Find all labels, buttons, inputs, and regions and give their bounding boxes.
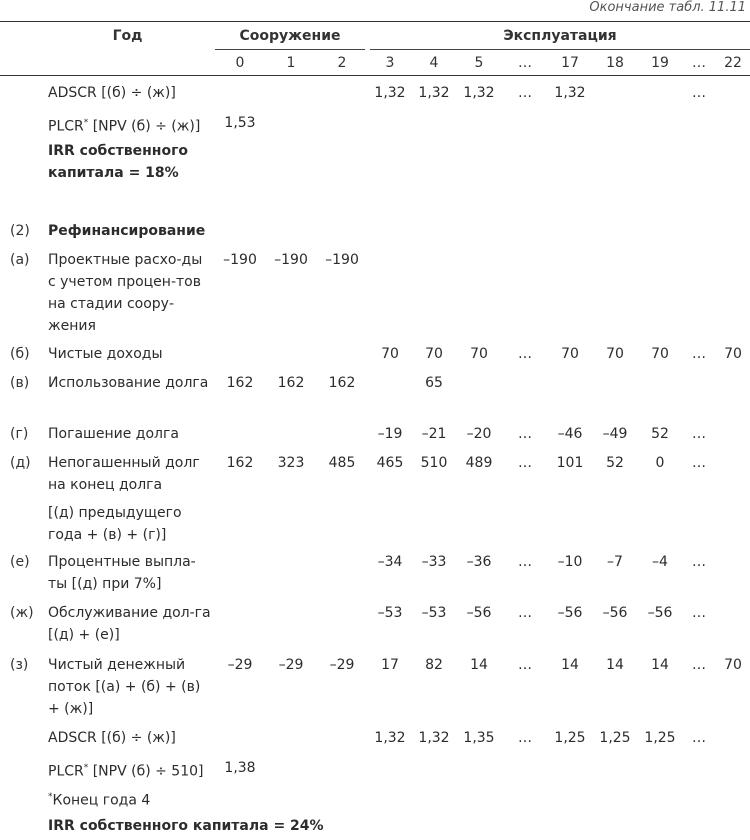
row-label: [48, 602, 213, 646]
row-label: [48, 423, 213, 445]
column-number: …: [518, 55, 532, 71]
table-cell: 52: [651, 426, 669, 442]
table-cell: …: [692, 657, 706, 673]
table-cell: –53: [421, 605, 447, 621]
row-label-text: ADSCR [(б) ÷ (ж)]: [48, 730, 176, 746]
table-cell: –34: [377, 554, 403, 570]
row-mark: (а): [10, 252, 30, 268]
table-cell: –56: [647, 605, 673, 621]
row-label-text: Процентные выпла-ты [(д) при 7%]: [48, 554, 196, 592]
header-construction: Сооружение: [239, 28, 341, 44]
table-cell: 70: [561, 346, 579, 362]
footnote-mark: *: [83, 118, 89, 128]
table-cell: …: [518, 426, 532, 442]
table-cell: –29: [227, 657, 253, 673]
table-cell: –29: [329, 657, 355, 673]
row-label: [48, 786, 213, 812]
table-cell: …: [692, 730, 706, 746]
row-label: [48, 654, 213, 720]
table-cell: 14: [470, 657, 488, 673]
table-cell: 1,32: [374, 85, 406, 101]
column-number: 3: [385, 55, 395, 71]
table-cell: 70: [724, 657, 742, 673]
table-cell: …: [692, 85, 706, 101]
row-label-text: Конец года 4: [52, 792, 151, 809]
table-cell: 1,25: [644, 730, 676, 746]
row-label: [48, 220, 348, 242]
table-cell: …: [518, 605, 532, 621]
table-cell: …: [692, 346, 706, 362]
column-number: 4: [429, 55, 439, 71]
table-cell: …: [518, 85, 532, 101]
table-cell: –190: [274, 252, 308, 268]
table-cell: 162: [328, 375, 356, 391]
table-cell: 1,25: [599, 730, 631, 746]
column-number: 18: [606, 55, 624, 71]
footnote-mark: *: [83, 763, 89, 773]
row-label-text: IRR собственного капитала = 18%: [48, 143, 188, 181]
row-label-text: Чистый денежный поток [(а) + (б) + (в) + (ж)]: [48, 657, 201, 717]
table-cell: –190: [325, 252, 359, 268]
row-label: [48, 249, 213, 337]
table-cell: –46: [557, 426, 583, 442]
row-label-text: Проектные расхо-ды с учетом процен-тов на стадии соору-жения: [48, 252, 203, 334]
column-number: 0: [235, 55, 245, 71]
table-cell: 1,25: [554, 730, 586, 746]
row-label: [48, 815, 348, 837]
table-cell: –53: [377, 605, 403, 621]
row-label-text: IRR собственного капитала = 24%: [48, 818, 324, 834]
column-number: 22: [724, 55, 742, 71]
table-cell: 14: [651, 657, 669, 673]
table-cell: 1,32: [554, 85, 586, 101]
table-cell: 101: [556, 455, 584, 471]
row-mark: (2): [10, 223, 30, 239]
table-cell: 70: [606, 346, 624, 362]
operation-subrule: [370, 49, 750, 50]
table-cell: 65: [425, 375, 443, 391]
row-label-text: Непогашенный долг на конец долга: [48, 455, 200, 493]
table-cell: –49: [602, 426, 628, 442]
row-label-text: Рефинансирование: [48, 223, 206, 239]
table-cell: …: [692, 455, 706, 471]
row-label: [48, 551, 213, 595]
table-cell: –19: [377, 426, 403, 442]
column-number: 17: [561, 55, 579, 71]
construction-subrule: [215, 49, 365, 50]
table-cell: …: [692, 605, 706, 621]
table-cell: –56: [602, 605, 628, 621]
header-year: Год: [112, 28, 143, 44]
row-label-text: Обслуживание дол-га [(д) + (е)]: [48, 605, 211, 643]
column-number: 5: [474, 55, 484, 71]
header-operation: Эксплуатация: [503, 28, 617, 44]
table-cell: –21: [421, 426, 447, 442]
table-cell: 1,32: [418, 85, 450, 101]
table-cell: 1,35: [463, 730, 495, 746]
row-label-tail: [NPV (б) ÷ 510]: [88, 763, 204, 780]
row-mark: (з): [10, 657, 29, 673]
table-cell: 1,32: [463, 85, 495, 101]
table-cell: 1,32: [418, 730, 450, 746]
table-cell: 510: [420, 455, 448, 471]
table-cell: 52: [606, 455, 624, 471]
table-cell: 1,32: [374, 730, 406, 746]
row-label-text: ADSCR [(б) ÷ (ж)]: [48, 85, 176, 101]
row-mark: (ж): [10, 605, 34, 621]
row-label: [48, 140, 208, 184]
table-cell: 70: [425, 346, 443, 362]
column-number: 19: [651, 55, 669, 71]
row-mark: (д): [10, 455, 31, 471]
table-cell: 0: [655, 455, 665, 471]
table-cell: 162: [226, 455, 254, 471]
row-mark: (г): [10, 426, 29, 442]
table-cell: 14: [606, 657, 624, 673]
table-cell: 70: [724, 346, 742, 362]
table-cell: –29: [278, 657, 304, 673]
table-cell: 70: [470, 346, 488, 362]
table-cell: 17: [381, 657, 399, 673]
table-cell: 485: [328, 455, 356, 471]
table-cell: –36: [466, 554, 492, 570]
table-cell: 323: [277, 455, 305, 471]
row-label-tail: [NPV (б) ÷ (ж)]: [88, 118, 201, 135]
table-cell: 162: [277, 375, 305, 391]
table-cell: 489: [465, 455, 493, 471]
table-cell: –4: [652, 554, 668, 570]
table-cell: 162: [226, 375, 254, 391]
row-label: [48, 502, 213, 546]
row-label: [48, 372, 213, 394]
table-cell: …: [518, 346, 532, 362]
table-cell: –56: [557, 605, 583, 621]
table-cell: –20: [466, 426, 492, 442]
row-mark: (е): [10, 554, 30, 570]
table-caption: Окончание табл. 11.11: [589, 0, 746, 15]
row-label: [48, 343, 213, 365]
table-cell: –33: [421, 554, 447, 570]
column-number: …: [692, 55, 706, 71]
row-label-text: Погашение долга: [48, 426, 179, 442]
row-label-text: Использование долга: [48, 375, 209, 391]
row-label: [48, 82, 213, 104]
table-cell: 465: [376, 455, 404, 471]
table-cell: 14: [561, 657, 579, 673]
table-cell: 70: [381, 346, 399, 362]
row-label-text: PLCR: [48, 763, 84, 780]
row-label-text: Чистые доходы: [48, 346, 163, 362]
table-cell: –7: [607, 554, 623, 570]
table-cell: …: [692, 426, 706, 442]
row-label-text: [(д) предыдущего года + (в) + (г)]: [48, 505, 182, 543]
table-cell: 70: [651, 346, 669, 362]
table-cell: …: [518, 554, 532, 570]
top-rule: [0, 21, 750, 22]
row-label-text: PLCR: [48, 118, 84, 135]
table-cell: –56: [466, 605, 492, 621]
table-cell: –190: [223, 252, 257, 268]
table-cell: –10: [557, 554, 583, 570]
column-number: 1: [286, 55, 296, 71]
table-cell: 1,53: [224, 115, 256, 131]
column-number: 2: [337, 55, 347, 71]
row-mark: (в): [10, 375, 30, 391]
table-cell: …: [518, 657, 532, 673]
footnote-mark: *: [48, 792, 53, 802]
row-mark: (б): [10, 346, 30, 362]
table-cell: 1,38: [224, 760, 256, 776]
table-cell: …: [518, 455, 532, 471]
table-cell: …: [692, 554, 706, 570]
row-label: [48, 452, 213, 496]
table-cell: 82: [425, 657, 443, 673]
row-label: [48, 727, 213, 749]
table-cell: …: [518, 730, 532, 746]
header-rule: [0, 75, 750, 76]
